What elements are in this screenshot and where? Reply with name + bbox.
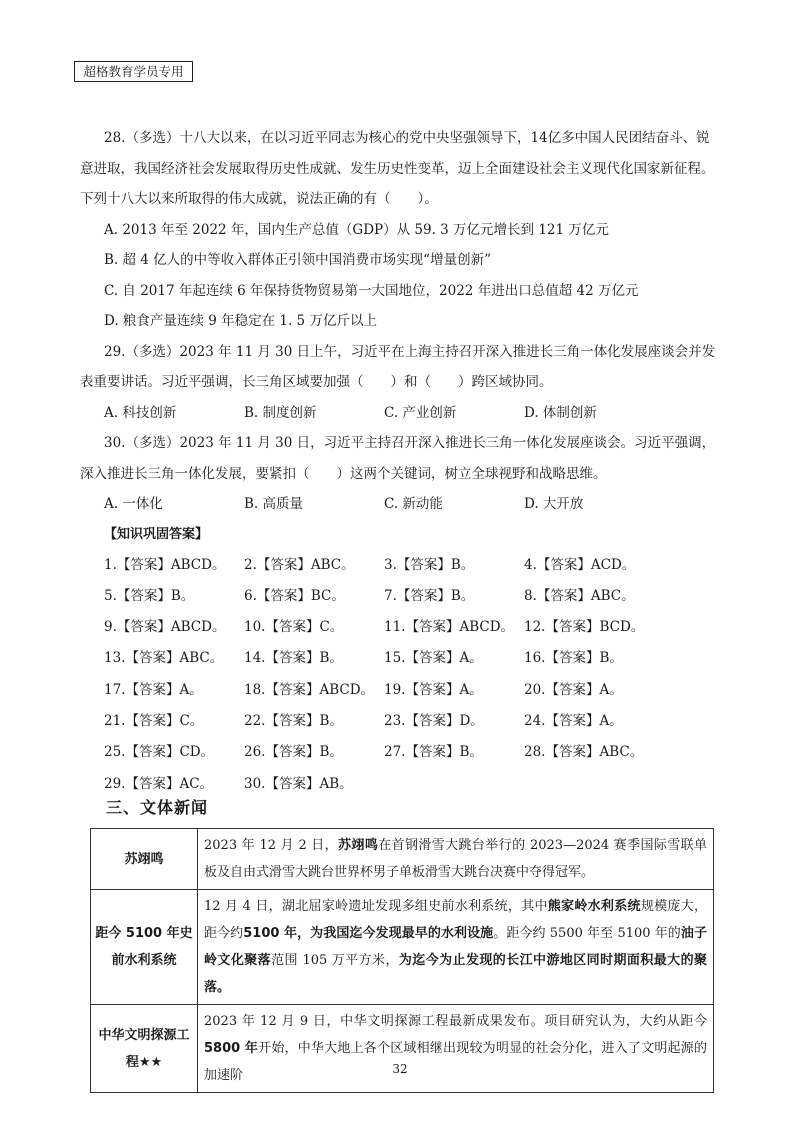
news-row-body <box>198 890 714 1005</box>
answer-item: 3.【答案】B。 <box>384 556 475 573</box>
answer-item: 15.【答案】A。 <box>384 650 483 667</box>
answer-item: 21.【答案】C。 <box>104 712 204 729</box>
news-row-body <box>198 829 714 890</box>
answer-item: 29.【答案】AC。 <box>104 775 214 792</box>
answer-item: 19.【答案】A。 <box>384 681 483 698</box>
news-text: 在首钢滑雪大跳台举行的 2023—2024 赛季国际雪联单板及自由式滑雪大跳台世界杯男子单板滑雪大跳台决赛中夺得冠军。 <box>204 838 707 880</box>
news-row-body <box>198 1005 714 1093</box>
question-30-option-a: A. 一体化 <box>104 496 163 512</box>
answers-title: 【知识巩固答案】 <box>104 526 209 542</box>
answer-item: 27.【答案】B。 <box>384 744 483 761</box>
answer-item: 8.【答案】ABC。 <box>524 587 635 604</box>
question-29-option-c: C. 产业创新 <box>384 404 457 421</box>
question-28-stem: 28.（多选）十八大以来，在以习近平同志为核心的党中央坚强领导下，14亿多中国人民团结奋斗、锐意进取，我国经济社会发展取得历史性成就、发生历史性变革，迈上全面建设社会主义现代化国家新征程。下列十八大以来所取得的伟大成就，说法正确的有（ ）。 <box>80 130 715 207</box>
header-label: 超格教育学员专用 <box>74 61 193 82</box>
answer-item: 26.【答案】B。 <box>244 744 343 761</box>
question-30-option-d: D. 大开放 <box>524 496 584 512</box>
answer-item: 23.【答案】D。 <box>384 712 484 729</box>
answer-item: 30.【答案】AB。 <box>244 775 353 792</box>
news-highlight: 熊家岭水利系统 <box>547 899 641 914</box>
question-29-stem: 29.（多选）2023 年 11 月 30 日上午，习近平在上海主持召开深入推进长三角一体化发展座谈会并发表重要讲话。习近平强调，长三角区域要加强（ ）和（ ）跨区域协同。 <box>80 343 716 390</box>
question-28-option-d: D. 粮食产量连续 9 年稳定在 1. 5 万亿斤以上 <box>104 313 377 329</box>
news-highlight: 油子岭文化聚落 <box>204 926 707 968</box>
answer-item: 12.【答案】BCD。 <box>524 619 645 636</box>
answer-item: 4.【答案】ACD。 <box>524 556 636 573</box>
answer-item: 10.【答案】C。 <box>244 619 344 636</box>
answer-item: 25.【答案】CD。 <box>104 744 215 761</box>
news-highlight: 苏翊鸣 <box>338 838 379 853</box>
question-30-stem: 30.（多选）2023 年 11 月 30 日，习近平主持召开深入推进长三角一体化发展座谈会。习近平强调，深入推进长三角一体化发展，要紧扣（ ）这两个关键词，树立全球视野和战略思维。 <box>80 435 716 482</box>
answer-item: 16.【答案】B。 <box>524 650 623 667</box>
news-row-heading: 中华文明探源工程★★ <box>91 1005 198 1093</box>
answer-item: 2.【答案】ABC。 <box>244 556 355 573</box>
question-29-option-b: B. 制度创新 <box>244 404 317 421</box>
question-30-option-c: C. 新动能 <box>384 496 443 512</box>
news-row-heading: 苏翊鸣 <box>91 829 198 890</box>
news-text: 范围 105 万平方米， <box>271 953 399 968</box>
answer-item: 14.【答案】B。 <box>244 650 343 667</box>
answer-item: 28.【答案】ABC。 <box>524 744 644 761</box>
news-row <box>91 890 714 1005</box>
answer-item: 5.【答案】B。 <box>104 587 195 604</box>
news-text: 开始，中华大地上各个区域相继出现较为明显的社会分化，进入了文明起源的加速阶 <box>204 1041 707 1083</box>
news-row-heading: 距今 5100 年史前水利系统 <box>91 890 198 1005</box>
question-28-option-a: A. 2013 年至 2022 年，国内生产总值（GDP）从 59. 3 万亿元增长到 121 万亿元 <box>104 221 609 238</box>
news-text: 2023 年 12 月 2 日， <box>204 838 339 853</box>
answers-grid <box>80 550 720 800</box>
question-30-options <box>80 489 720 520</box>
question-content <box>80 123 720 800</box>
news-text: 规模庞大，距今约 <box>204 899 707 941</box>
answer-item: 13.【答案】ABC。 <box>104 650 224 667</box>
question-29-options <box>80 398 720 429</box>
news-text: 。距今约 5500 年至 5100 年的 <box>493 926 681 941</box>
page-number: 32 <box>392 1062 408 1076</box>
news-text: 12 月 4 日，湖北屈家岭遗址发现多组史前水利系统，其中 <box>204 899 548 914</box>
answer-item: 1.【答案】ABCD。 <box>104 556 226 573</box>
question-29-option-d: D. 体制创新 <box>524 404 597 421</box>
question-29-option-a: A. 科技创新 <box>104 404 177 421</box>
answer-item: 22.【答案】B。 <box>244 712 343 729</box>
answer-item: 24.【答案】A。 <box>524 712 623 729</box>
answer-item: 7.【答案】B。 <box>384 587 475 604</box>
question-28-option-b: B. 超 4 亿人的中等收入群体正引领中国消费市场实现“增量创新” <box>104 252 491 268</box>
question-30-option-b: B. 高质量 <box>244 496 304 512</box>
answer-item: 20.【答案】A。 <box>524 681 623 698</box>
news-highlight: 5800 年 <box>204 1041 259 1056</box>
section-title: 三、文体新闻 <box>106 798 209 817</box>
question-28-option-c: C. 自 2017 年起连续 6 年保持货物贸易第一大国地位，2022 年进出口总值超 42 万亿元 <box>104 282 639 299</box>
answer-item: 6.【答案】BC。 <box>244 587 345 604</box>
news-text: 2023 年 12 月 9 日，中华文明探源工程最新成果发布。项目研究认为，大约从距今 <box>204 1014 707 1029</box>
answer-item: 11.【答案】ABCD。 <box>384 619 515 636</box>
news-table <box>90 828 714 1093</box>
news-highlight: 5100 年，为我国迄今发现最早的水利设施 <box>243 926 494 941</box>
news-highlight: 为迄今为止发现的长江中游地区同时期面积最大的聚落。 <box>204 953 707 995</box>
answer-item: 9.【答案】ABCD。 <box>104 619 226 636</box>
news-row <box>91 829 714 890</box>
news-row <box>91 1005 714 1093</box>
answer-item: 18.【答案】ABCD。 <box>244 681 375 698</box>
answer-item: 17.【答案】A。 <box>104 681 203 698</box>
